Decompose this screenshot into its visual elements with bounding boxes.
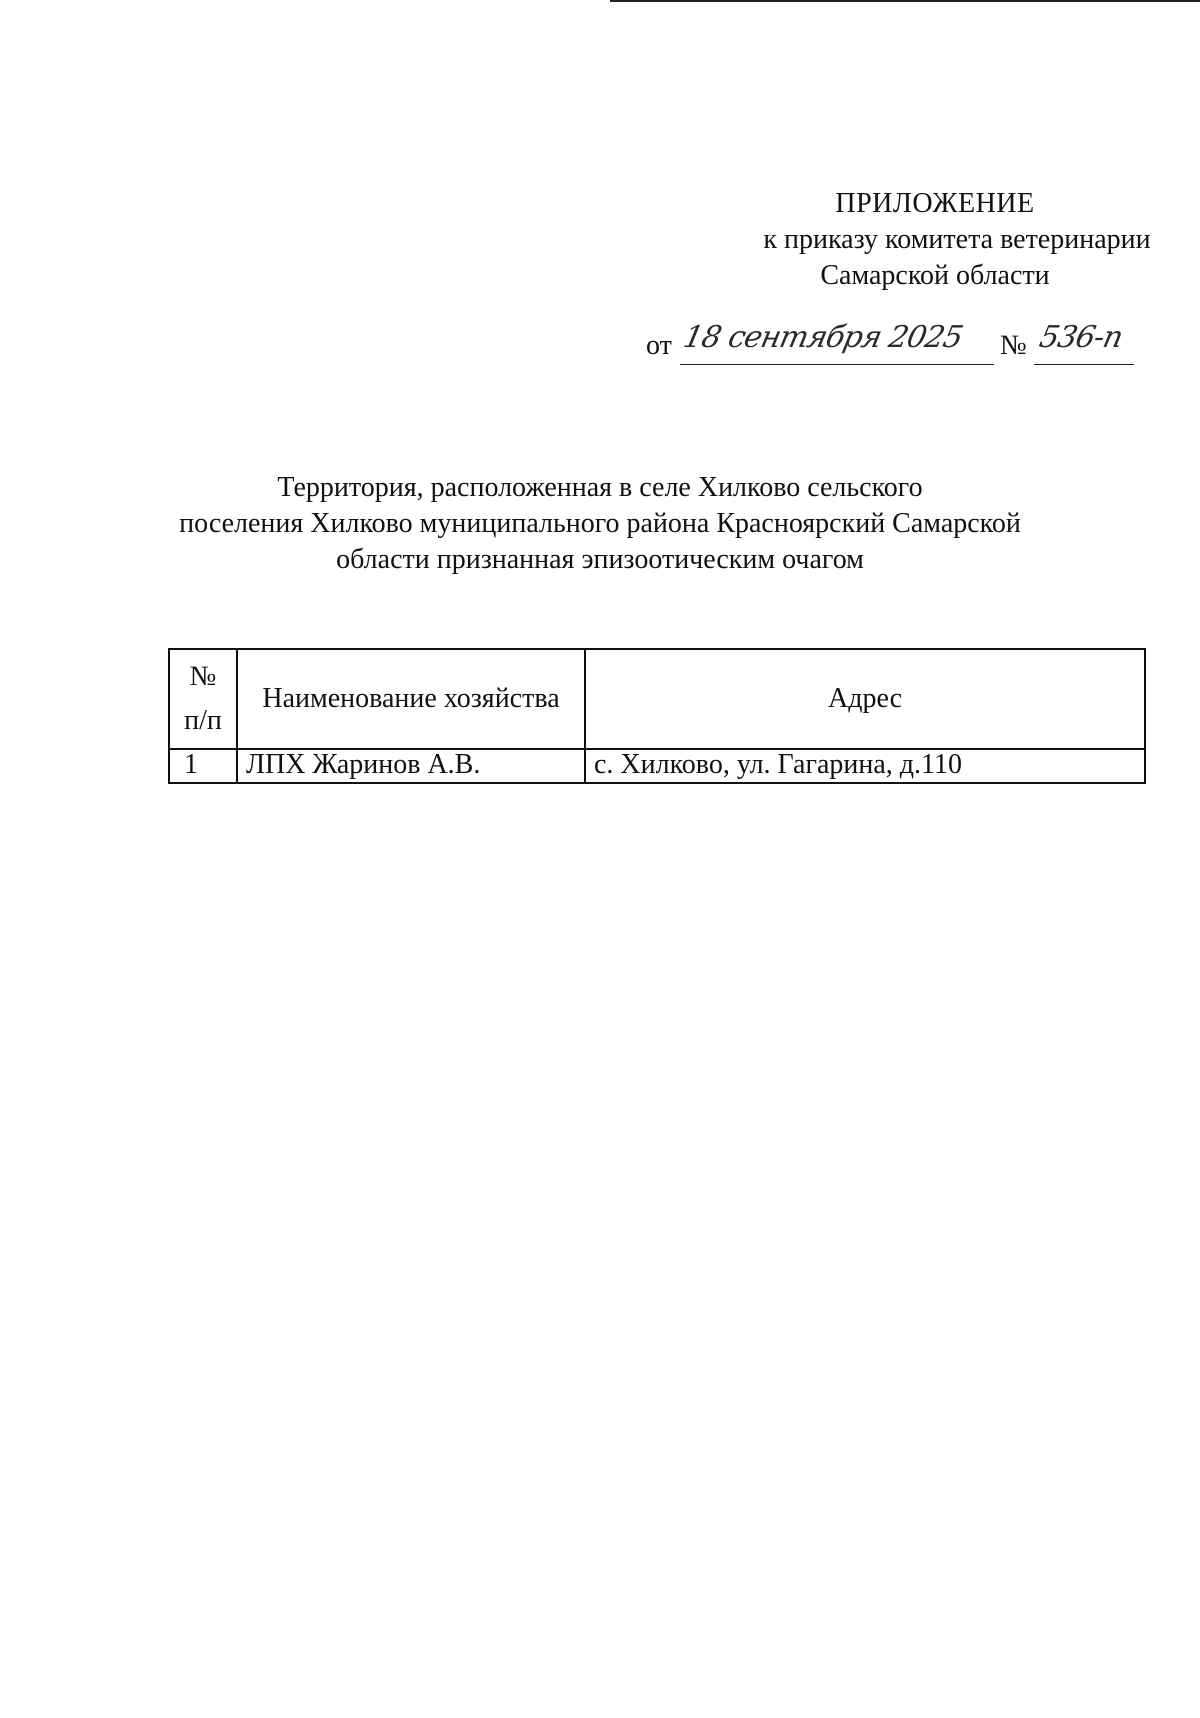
date-field xyxy=(680,320,994,365)
top-rule xyxy=(610,0,1200,2)
order-date-line xyxy=(646,320,1146,366)
appendix-order-reference: к приказу комитета ветеринарии xyxy=(763,224,1151,255)
cell-address: с. Хилково, ул. Гагарина, д.110 xyxy=(585,749,1145,783)
table-header-row xyxy=(169,649,1145,749)
table-row xyxy=(169,749,1145,783)
title-line-1: Территория, расположенная в селе Хилково сельского xyxy=(277,472,923,503)
farms-table-wrap xyxy=(168,648,1146,784)
appendix-region: Самарской области xyxy=(820,260,1050,291)
header-number-symbol: № xyxy=(189,661,217,692)
handwritten-date: 18 сентября 2025 xyxy=(680,320,966,355)
farms-table xyxy=(168,648,1146,784)
number-label: № xyxy=(1000,330,1027,361)
document-title xyxy=(150,470,1050,578)
appendix-block xyxy=(700,186,1170,294)
title-line-2: поселения Хилково муниципального района Красноярский Самарской xyxy=(179,508,1021,539)
cell-number: 1 xyxy=(169,749,237,783)
header-address: Адрес xyxy=(585,649,1145,749)
handwritten-number: 536-п xyxy=(1036,320,1126,355)
appendix-title: ПРИЛОЖЕНИЕ xyxy=(835,188,1035,219)
header-number xyxy=(169,649,237,749)
title-line-3: области признанная эпизоотическим очагом xyxy=(336,544,864,575)
cell-farm-name: ЛПХ Жаринов А.В. xyxy=(237,749,585,783)
header-farm-name: Наименование хозяйства xyxy=(237,649,585,749)
header-number-pp: п/п xyxy=(184,705,222,736)
number-field xyxy=(1034,320,1134,365)
date-prefix: от xyxy=(646,330,672,361)
